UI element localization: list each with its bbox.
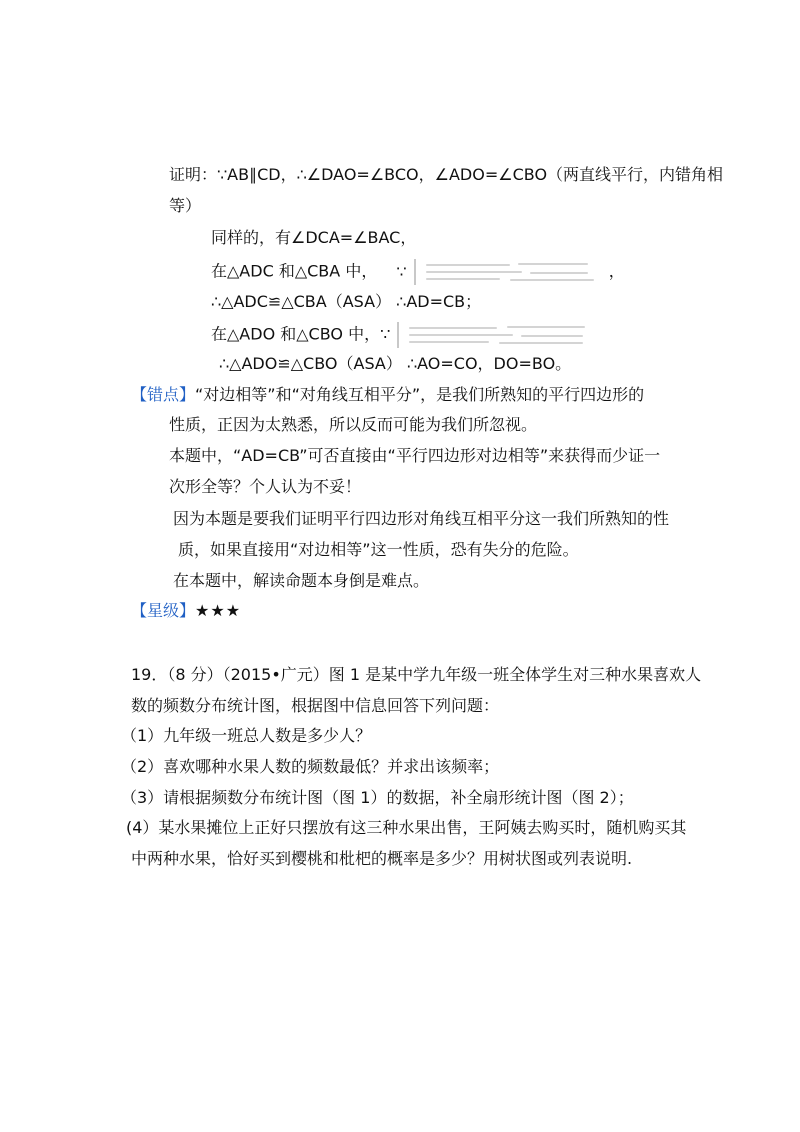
mistake-label: 【错点】: [131, 385, 196, 404]
proof-line-1: 证明：∵AB∥CD，∴∠DAO=∠BCO，∠ADO=∠CBO（两直线平行，内错角相: [169, 165, 724, 184]
question-19-part-2: （2）喜欢哪种水果人数的频数最低？并求出该频率；: [121, 757, 500, 776]
mistake-line-7: 在本题中，解读命题本身倒是难点。: [173, 571, 430, 590]
blurred-condition-system-1: [414, 259, 602, 285]
mistake-text-1: “对边相等”和“对角线互相平分”，是我们所熟知的平行四边形的: [195, 385, 645, 404]
proof-line-2: 等）: [169, 196, 202, 215]
proof-line-4-suffix: ，: [608, 261, 625, 281]
proof-line-4: [211, 259, 625, 285]
mistake-line-2: 性质，正因为太熟悉，所以反而可能为我们所忽视。: [169, 415, 538, 434]
star-rating: ★★★: [195, 601, 242, 620]
proof-line-3: 同样的，有∠DCA=∠BAC，: [211, 228, 417, 247]
question-19-part-1: （1）九年级一班总人数是多少人？: [121, 726, 372, 745]
proof-line-6-prefix: 在△ADO 和△CBO 中，∵: [211, 324, 391, 344]
level-line: [131, 600, 241, 622]
mistake-line-5: 因为本题是要我们证明平行四边形对角线互相平分这一我们所熟知的性: [173, 509, 670, 528]
proof-line-7: ∴△ADO≌△CBO（ASA） ∴AO=CO，DO=BO。: [219, 354, 572, 373]
question-19-part-4-line-1: (4）某水果摊位上正好只摆放有这三种水果出售，王阿姨去购买时，随机购买其: [126, 818, 687, 837]
mistake-line-3: 本题中，“AD=CB”可否直接由“平行四边形对边相等”来获得而少证一: [169, 446, 661, 465]
level-label: 【星级】: [131, 601, 196, 620]
question-19-line-1: 19．（8 分）（2015•广元）图 1 是某中学九年级一班全体学生对三种水果喜欢人: [131, 665, 702, 684]
question-19-part-3: （3）请根据频数分布统计图（图 1）的数据，补全扇形统计图（图 2）；: [121, 788, 634, 807]
because-symbol: ∵: [396, 261, 407, 281]
blurred-condition-system-2: [397, 322, 597, 348]
mistake-line-6: 质，如果直接用“对边相等”这一性质，恐有失分的危险。: [178, 540, 579, 559]
proof-line-6: [211, 322, 599, 348]
mistake-line-1: [131, 384, 644, 406]
mistake-line-4: 次形全等？个人认为不妥！: [169, 477, 362, 496]
question-19-part-4-line-2: 中两种水果，恰好买到樱桃和枇杷的概率是多少？用树状图或列表说明.: [131, 849, 633, 868]
question-19-line-2: 数的频数分布统计图，根据图中信息回答下列问题：: [131, 696, 500, 715]
proof-line-4-prefix: 在△ADC 和△CBA 中，: [211, 261, 378, 281]
proof-line-5: ∴△ADC≌△CBA（ASA） ∴AD=CB；: [211, 292, 482, 311]
